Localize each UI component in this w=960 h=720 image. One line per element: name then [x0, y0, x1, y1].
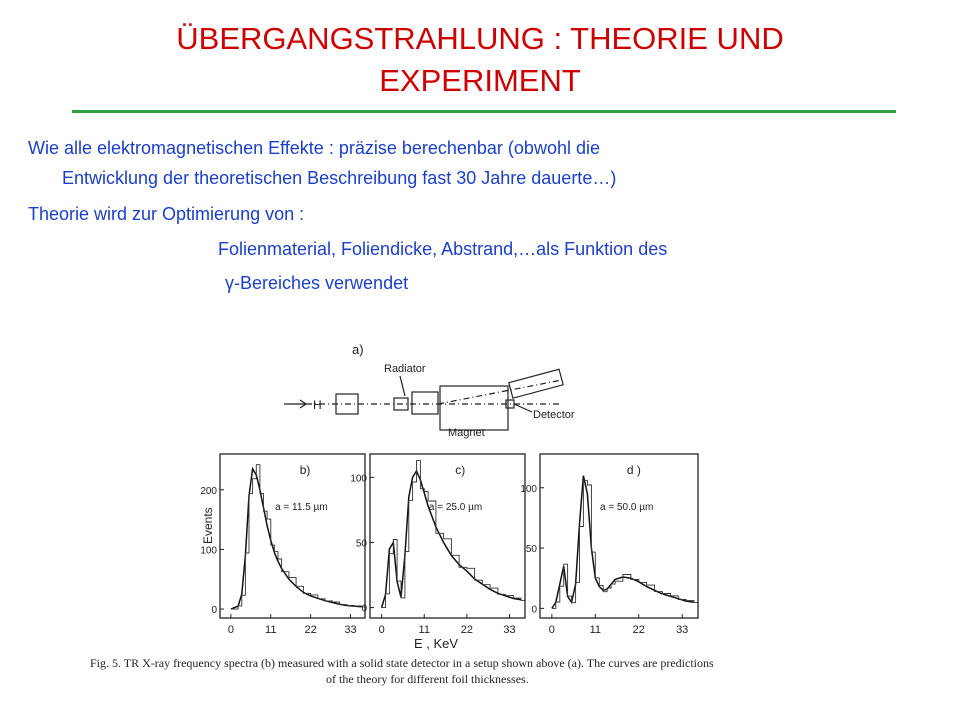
spectrum-panel-2: [350, 454, 525, 636]
x-tick-label: 11: [265, 624, 277, 636]
y-tick-label: 200: [200, 485, 217, 497]
panel-a-label: a): [352, 342, 364, 357]
spectrum-panel-3: [520, 454, 698, 636]
x-tick-label: 33: [676, 624, 689, 636]
foil-thickness-annotation: a = 50.0 µm: [600, 502, 654, 513]
caption-line-2: of the theory for different foil thicknesses.: [326, 672, 529, 686]
x-tick-label: 11: [589, 624, 602, 636]
theory-curve: [231, 469, 362, 609]
indent-line-1: Folienmaterial, Foliendicke, Abstrand,…als Funktion des: [218, 239, 668, 259]
foil-stack-box: [412, 392, 438, 414]
radiator-label: Radiator: [384, 363, 426, 375]
measured-histogram: [382, 460, 525, 607]
title-divider: [72, 110, 896, 113]
slide-title: [60, 18, 900, 102]
y-tick-label: 100: [200, 545, 217, 557]
x-tick-label: 0: [548, 624, 555, 636]
y-tick-label: 50: [355, 538, 367, 550]
y-tick-label: 100: [520, 483, 537, 495]
y-tick-label: 0: [531, 604, 537, 616]
magnet-box: [440, 386, 508, 430]
x-tick-label: 11: [418, 624, 430, 636]
indent-line-2: γ-Bereiches verwendet: [225, 273, 409, 293]
radiator-pointer: [400, 376, 405, 396]
detector-pointer: [514, 404, 532, 412]
theory-curve: [552, 476, 694, 609]
beam-label: H: [313, 398, 322, 412]
bullet-1-line-1: Wie alle elektromagnetischen Effekte : präzise berechenbar (obwohl die: [28, 138, 600, 158]
magnet-label: Magnet: [448, 427, 485, 439]
y-tick-label: 50: [525, 544, 537, 556]
title-line-2: EXPERIMENT: [379, 63, 581, 98]
y-tick-label: 0: [211, 605, 217, 617]
x-tick-label: 33: [503, 624, 516, 636]
panel-label: c): [455, 463, 466, 477]
plot-frame: [540, 454, 698, 618]
foil-thickness-annotation: a = 11.5 µm: [275, 502, 328, 513]
bullet-1-line-2: Entwicklung der theoretischen Beschreibung fast 30 Jahre dauerte…): [62, 168, 617, 188]
panel-label: b): [299, 463, 311, 477]
bullet-2: Theorie wird zur Optimierung von :: [28, 204, 305, 224]
detector-label: Detector: [533, 409, 575, 421]
y-axis-label: Events: [201, 507, 215, 544]
spectra-plots: [200, 454, 698, 636]
deflected-line: [438, 380, 562, 404]
x-tick-label: 22: [632, 624, 645, 636]
x-tick-label: 22: [460, 624, 473, 636]
y-tick-label: 100: [350, 473, 367, 485]
title-line-1: ÜBERGANGSTRAHLUNG : THEORIE UND: [176, 21, 784, 56]
panel-label: d ): [626, 463, 641, 477]
tilted-detector: [509, 369, 563, 398]
experiment-figure: [90, 322, 800, 690]
y-tick-label: 0: [361, 603, 367, 615]
figure-svg: [200, 322, 800, 690]
x-tick-label: 33: [344, 624, 357, 636]
x-tick-label: 0: [227, 624, 234, 636]
foil-thickness-annotation: a = 25.0 µm: [428, 502, 483, 513]
x-tick-label: 0: [378, 624, 385, 636]
spectrum-panel-1: [200, 454, 365, 636]
setup-schematic: [284, 342, 575, 439]
x-tick-label: 22: [304, 624, 317, 636]
caption-line-1: Fig. 5. TR X-ray frequency spectra (b) measured with a solid state detector in a setup shown above (a). The curves are predictions: [90, 656, 714, 670]
x-axis-label: E , KeV: [414, 636, 459, 651]
plot-frame: [370, 454, 525, 618]
